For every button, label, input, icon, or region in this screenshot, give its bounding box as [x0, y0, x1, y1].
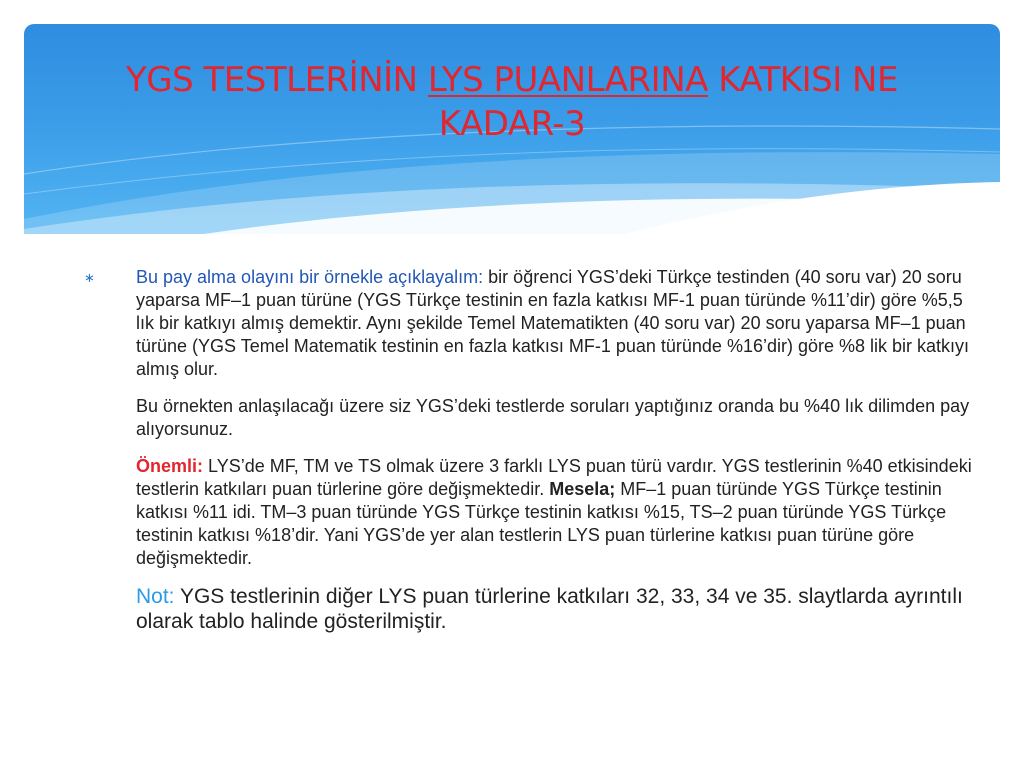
- example-lead: Bu pay alma olayını bir örnekle açıklayalım:: [136, 267, 484, 287]
- title-part1: YGS TESTLERİNİN: [126, 60, 428, 100]
- important-bold: Mesela;: [549, 479, 616, 499]
- asterisk-bullet-icon: ∗: [84, 270, 95, 285]
- note-label: Not:: [136, 585, 175, 608]
- example-text: bir öğrenci YGS’deki Türkçe testinden (40 soru var) 20 soru yaparsa MF–1 puan türüne (YGS Türkçe testinin en fazla katkısı MF-1 puan türünde %11’dir) göre %5,5 lık bir katkıyı almış demektir. Aynı şekilde Temel Matematikten (40 soru var) 20 soru yaparsa MF–1 puan türüne (YGS Temel Matematik testinin en fazla katkısı MF-1 puan türünde %16’dir) göre %8 lik bir katkıyı almış olur.: [136, 267, 970, 379]
- paragraph-important: [136, 455, 980, 570]
- paragraph-example: [136, 266, 980, 381]
- important-label: Önemli:: [136, 456, 204, 476]
- note-text: YGS testlerinin diğer LYS puan türlerine katkıları 32, 33, 34 ve 35. slaytlarda ayrıntılı olarak tablo halinde gösterilmiştir.: [136, 585, 963, 633]
- title-part2: KATKISI NE KADAR-3: [438, 60, 898, 144]
- important-text-2: MF–1 puan türünde YGS Türkçe testinin katkısı %11 idi. TM–3 puan türünde YGS Türkçe testinin katkısı %15, TS–2 puan türünde YGS Türkçe testinin katkısı %18’dir. Yani YGS’de yer alan testlerin LYS puan türlerine katkısı puan türüne göre değişmektedir.: [136, 479, 947, 568]
- important-text-1: LYS’de MF, TM ve TS olmak üzere 3 farklı LYS puan türü vardır. YGS testlerinin %40 etkisindeki testlerin katkıları puan türlerine göre değişmektedir.: [136, 456, 972, 499]
- paragraph-conclusion: Bu örnekten anlaşılacağı üzere siz YGS’deki testlerde soruları yaptığınız oranda bu %40 lık dilimden pay alıyorsunuz.: [136, 396, 970, 439]
- title-underlined: LYS PUANLARINA: [427, 60, 708, 100]
- paragraph-note: [136, 584, 980, 634]
- wave-ribbon: [24, 174, 1000, 234]
- slide-body: [84, 266, 980, 648]
- slide-title: [60, 58, 964, 146]
